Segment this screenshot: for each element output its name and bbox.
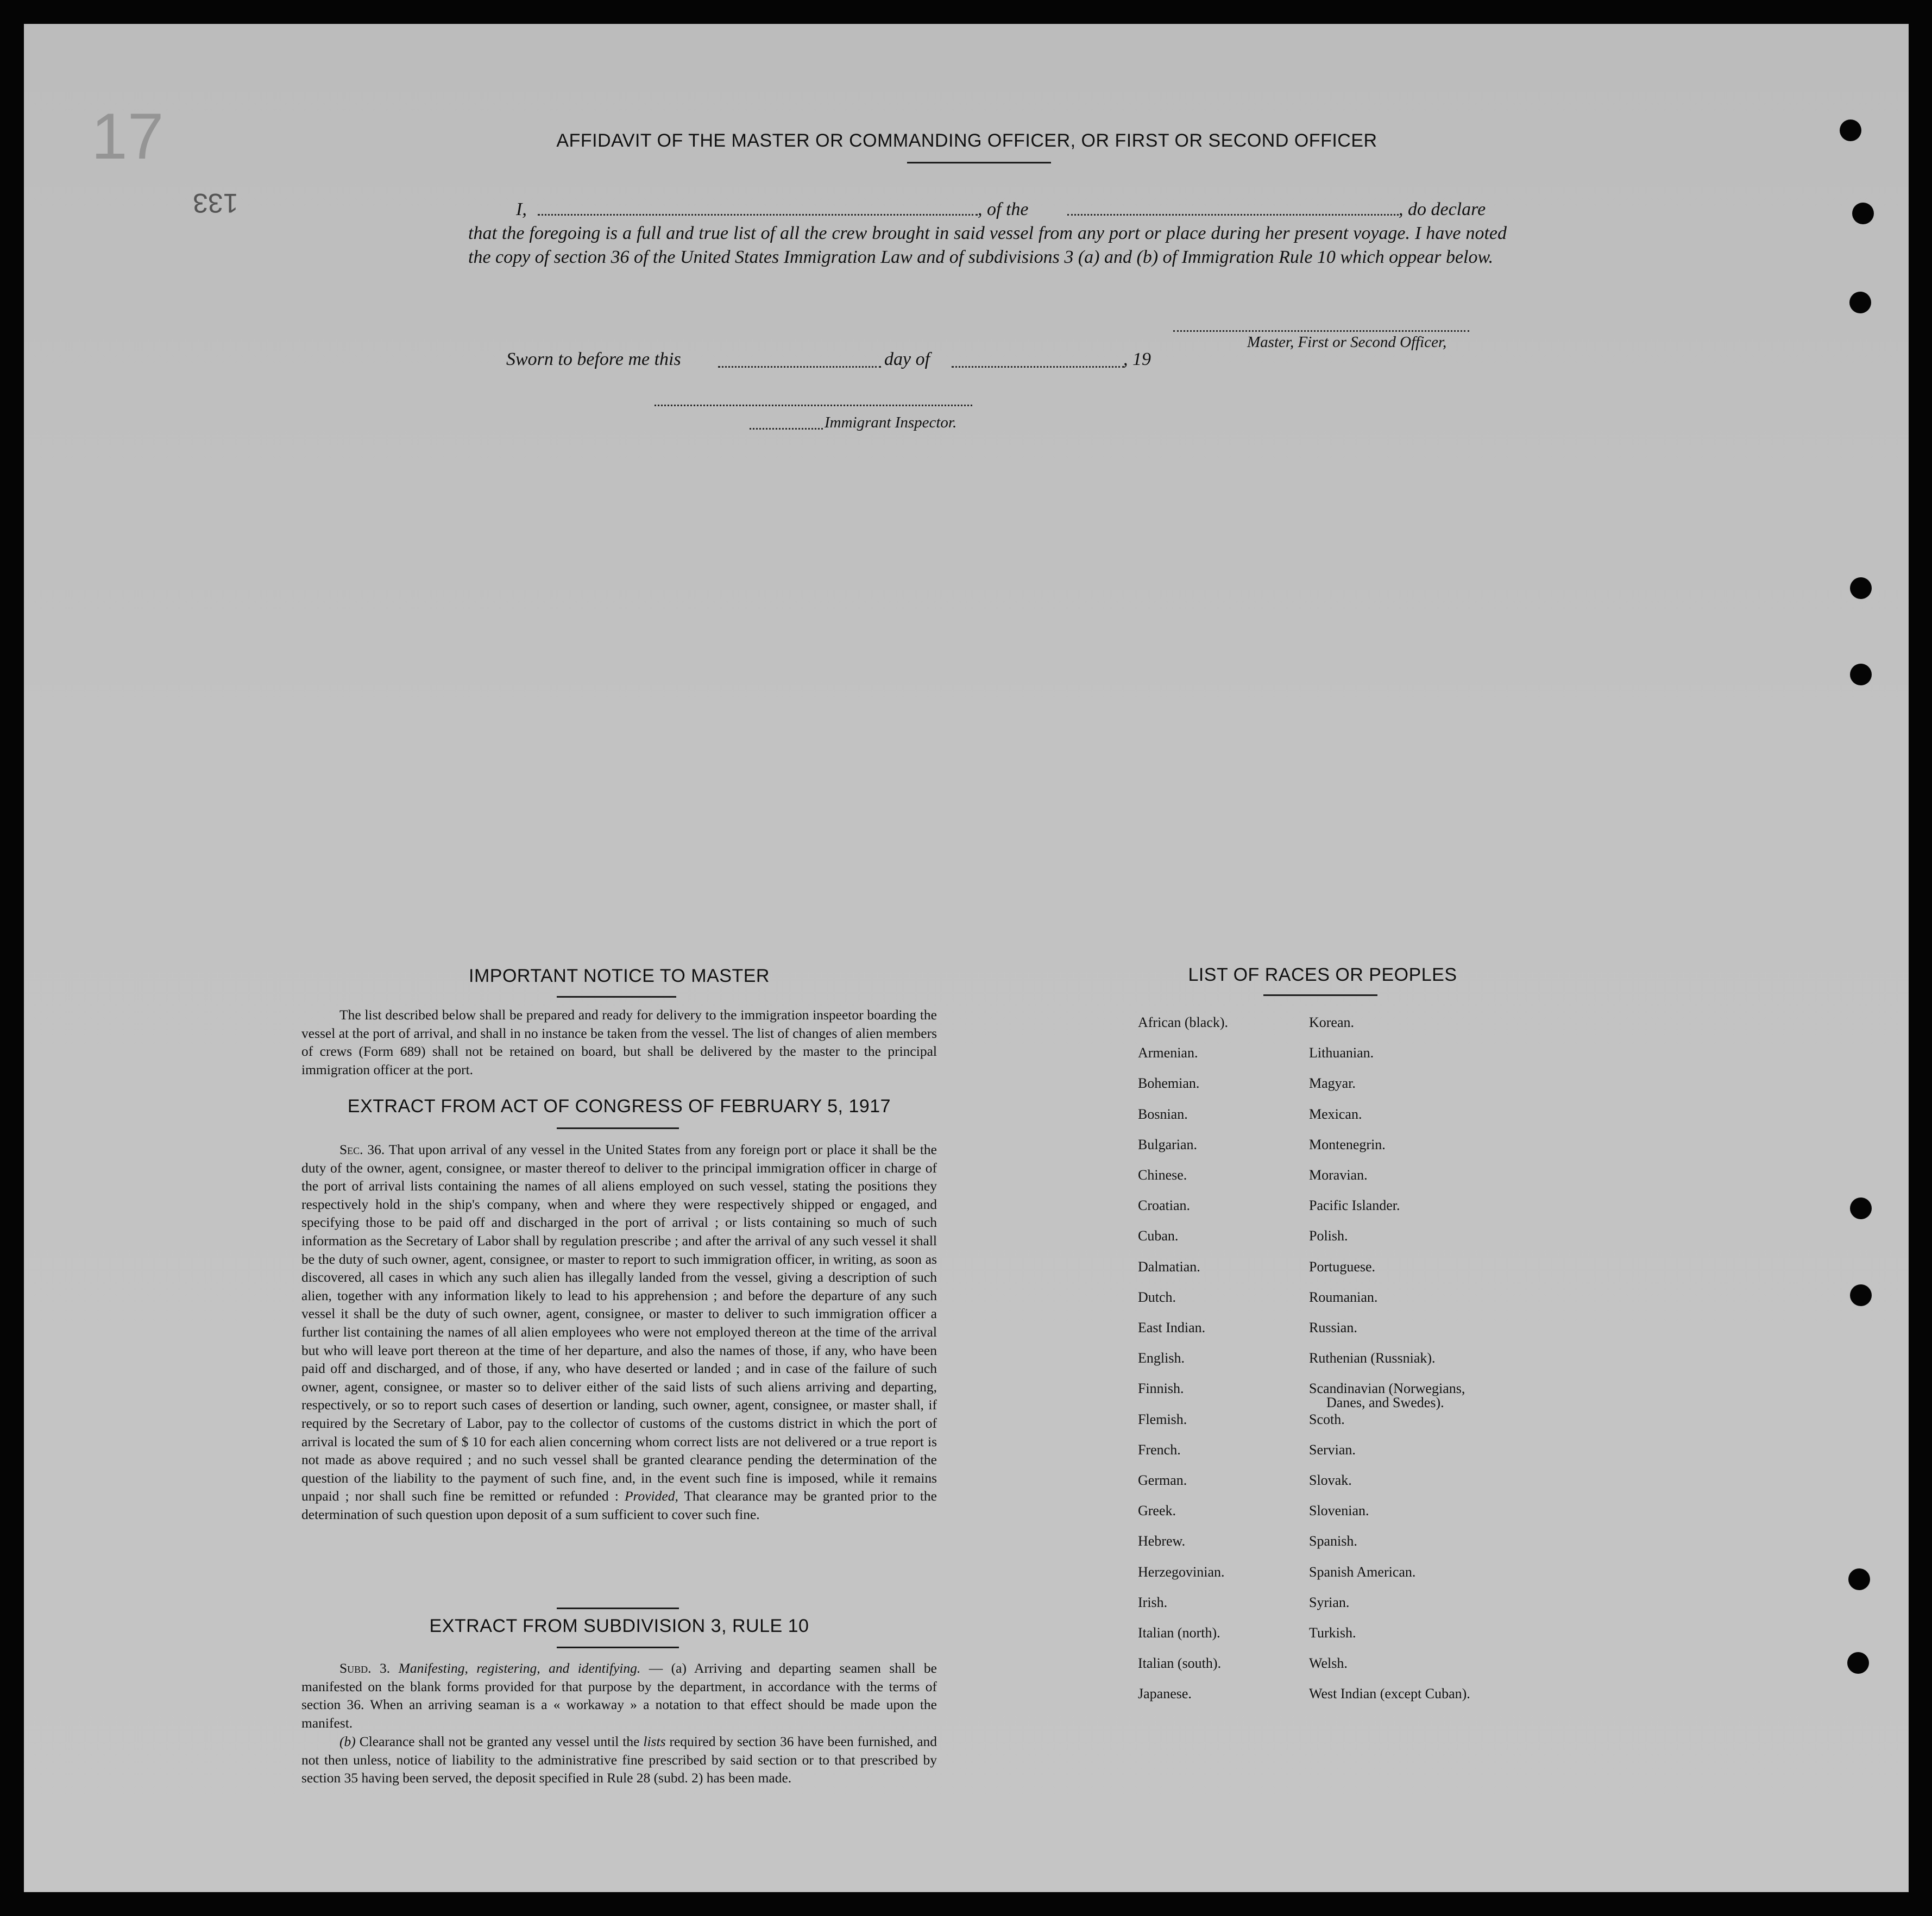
sworn-day-blank: [718, 366, 881, 368]
race-item: Mexican.: [1309, 1106, 1362, 1122]
race-item: Portuguese.: [1309, 1258, 1376, 1275]
race-item: Ruthenian (Russniak).: [1309, 1350, 1436, 1366]
subd-label: Subd. 3.: [339, 1660, 391, 1676]
race-item: Polish.: [1309, 1228, 1348, 1244]
race-item: Slovak.: [1309, 1472, 1352, 1488]
race-item: Moravian.: [1309, 1167, 1368, 1183]
race-item: Dalmatian.: [1138, 1258, 1200, 1275]
race-item: Servian.: [1309, 1441, 1356, 1458]
binder-hole: [1850, 1198, 1872, 1219]
race-item: Finnish.: [1138, 1381, 1184, 1397]
race-item: English.: [1138, 1350, 1185, 1366]
race-item: Greek.: [1138, 1503, 1176, 1519]
vessel-blank: [1067, 214, 1399, 216]
title-underline: [907, 162, 1051, 163]
binder-hole: [1840, 119, 1861, 141]
race-item: Bohemian.: [1138, 1075, 1200, 1092]
race-item: Italian (south).: [1138, 1655, 1222, 1672]
race-item: Roumanian.: [1309, 1289, 1378, 1305]
subd-heading: Manifesting, registering, and identifying.: [398, 1660, 641, 1676]
affidavit-title: AFFIDAVIT OF THE MASTER OR COMMANDING OFFICER, OR FIRST OR SECOND OFFICER: [556, 130, 1377, 151]
act-text: [301, 1140, 937, 1523]
race-item: German.: [1138, 1472, 1187, 1488]
binder-hole: [1850, 1284, 1872, 1306]
provided-word: Provided,: [624, 1488, 678, 1504]
race-item: Russian.: [1309, 1320, 1357, 1335]
a-text: Arriving and departing seamen shall be manifested on the blank forms provided for that purpose by the department, in accordance with the terms of section 36. When an arriving seaman is a « workaway » a notation to that effect should be made upon the manifest.: [301, 1660, 937, 1731]
race-item: Lithuanian.: [1309, 1045, 1374, 1061]
b-text-2: required by section 36 have been furnished, and not then unless, notice of liability to the administrative fine prescribed by said section or to that prescribed by section 35 having been served, the deposit specified in Rule 28 (subd. 2) has been made.: [301, 1734, 937, 1786]
race-item: Bulgarian.: [1138, 1136, 1198, 1152]
sworn-year: , 19: [1123, 349, 1151, 369]
race-item: French.: [1138, 1441, 1181, 1458]
race-item: Slovenian.: [1309, 1503, 1369, 1519]
binder-hole: [1848, 1568, 1870, 1590]
binder-hole: [1852, 203, 1874, 224]
race-item: Armenian.: [1138, 1045, 1198, 1061]
race-item: Korean.: [1309, 1014, 1355, 1030]
page-number-stamp: 133: [193, 188, 238, 218]
name-blank: [538, 214, 978, 216]
race-item: Spanish.: [1309, 1533, 1357, 1549]
race-item: Croatian.: [1138, 1198, 1191, 1214]
notice-text: The list described below shall be prepared and ready for delivery to the immigration inspeetor boarding the vessel at the port of arrival, and shall in no instance be taken from the vessel. The list of changes of alien members of crews (Form 689) shall not be retained on board, but shall be delivered by the master to the principal immigration officer at the port.: [301, 1007, 937, 1077]
act-body: That upon arrival of any vessel in the United States from any foreign port or place it shall be the duty of the owner, agent, consignee, or master thereof to deliver to the principal immigration officer in charge of the port of arrival lists containing the names of all aliens employed on such vessel, stating the positions they respectively hold in the ship's company, when and where they were respectively shipped or engaged, and specifying those to be paid off and discharged in the port of arrival ; or lists containing so much of such information as the Secretary of Labor shall by regulation prescribe ; and after the arrival of any such vessel it shall be the duty of such owner, agent, consignee, or master to report to such immigration officer, in writing, as soon as discovered, all cases in which any such alien has illegally landed from the vessel, giving a description of such alien, together with any information likely to lead to his apprehension ; and before the departure of any such vessel it shall be the duty of such owner, agent, consignee, or master to deliver to such immigration officer a further list containing the names of all alien employees who were not employed thereon at the time of the arrival but who will leave port thereon at the time of her departure, and also the names of those, if any, who have been paid off and discharged, and of those, if any, who have deserted or landed ; and in case of the failure of such owner, agent, consignee, or master so to deliver either of the said lists of such aliens arriving and departing, respectively, or so to report such cases of desertion or landing, such owner, agent, consignee, or master shall, if required by the Secretary of Labor, pay to the collector of customs of the customs district in which the port of arrival is located the sum of $ 10 for each alien concerning whom correct lists are not delivered or a true report is not made as above required ; and no such vessel shall be granted clearance pending the determination of the question of the liability to the payment of such fine, and, in the event such fine is imposed, while it remains unpaid ; nor shall such fine be remitted or refunded :: [301, 1142, 937, 1504]
race-item: Magyar.: [1309, 1075, 1356, 1092]
affidavit-i: I,: [516, 199, 527, 219]
race-item: Herzegovinian.: [1138, 1564, 1225, 1580]
sworn-prefix: Sworn to before me this: [506, 349, 681, 369]
notice-title: IMPORTANT NOTICE TO MASTER: [469, 966, 770, 986]
race-item: Turkish.: [1309, 1625, 1356, 1641]
b-lists: lists: [643, 1734, 666, 1749]
races-underline: [1263, 994, 1377, 996]
race-item: West Indian (except Cuban).: [1309, 1686, 1470, 1702]
race-item: Danes, and Swedes).: [1326, 1395, 1444, 1411]
race-item: Cuban.: [1138, 1228, 1179, 1244]
race-item: Welsh.: [1309, 1655, 1348, 1672]
race-item: Dutch.: [1138, 1289, 1176, 1305]
race-item: East Indian.: [1138, 1320, 1206, 1335]
binder-hole: [1847, 1652, 1869, 1674]
race-item: Spanish American.: [1309, 1564, 1416, 1580]
rule-a-text: [301, 1659, 937, 1732]
margin-handwritten-number: 17: [91, 100, 164, 173]
rule-b-text: [301, 1732, 937, 1787]
sworn-day-of: day of: [884, 349, 930, 369]
race-item: Japanese.: [1138, 1686, 1192, 1702]
binder-hole: [1850, 664, 1872, 685]
binder-hole: [1850, 577, 1872, 599]
race-item: Irish.: [1138, 1594, 1168, 1610]
signature-blank: [1173, 330, 1469, 332]
inspector-signature-blank: [655, 405, 972, 406]
race-item: Flemish.: [1138, 1411, 1187, 1427]
affidavit-body: that the foregoing is a full and true list of all the crew brought in said vessel from any port or place during her present voyage. I have noted the copy of section 36 of the United States Immigration Law and of subdivisions 3 (a) and (b) of Immigration Rule 10 which oppear below.: [468, 223, 1507, 267]
race-item: Italian (north).: [1138, 1625, 1220, 1641]
document-sheet: [24, 24, 1909, 1892]
affidavit-of-the: , of the: [978, 199, 1029, 219]
sworn-month-blank: [952, 366, 1124, 368]
inspector-lead-dots: [750, 428, 823, 430]
affidavit-declare: , do declare: [1399, 199, 1486, 219]
b-label: (b): [339, 1734, 356, 1749]
act-body-end: That clearance may be granted prior to the determination of such question upon deposit of a sum sufficient to cover such fine.: [301, 1488, 937, 1522]
race-item: Hebrew.: [1138, 1533, 1186, 1549]
race-item: Bosnian.: [1138, 1106, 1188, 1122]
inspector-label: Immigrant Inspector.: [825, 414, 957, 431]
race-item: Pacific Islander.: [1309, 1198, 1400, 1214]
rule-underline: [557, 1647, 679, 1648]
race-item: African (black).: [1138, 1014, 1229, 1030]
b-text-1: Clearance shall not be granted any vessel until the: [359, 1734, 640, 1749]
binder-hole: [1849, 292, 1871, 313]
race-item: Scandinavian (Norwegians,: [1309, 1381, 1465, 1397]
act-title: EXTRACT FROM ACT OF CONGRESS OF FEBRUARY 5, 1917: [347, 1096, 891, 1117]
signature-label: Master, First or Second Officer,: [1247, 333, 1447, 351]
race-item: Syrian.: [1309, 1594, 1350, 1610]
race-item: Scoth.: [1309, 1411, 1345, 1427]
act-end-rule: [557, 1608, 679, 1609]
notice-underline: [557, 996, 676, 998]
act-underline: [557, 1127, 679, 1129]
rule-title: EXTRACT FROM SUBDIVISION 3, RULE 10: [429, 1616, 809, 1636]
race-item: Montenegrin.: [1309, 1136, 1386, 1152]
a-label: — (a): [649, 1660, 687, 1676]
race-item: Chinese.: [1138, 1167, 1187, 1183]
sec-label: Sec. 36.: [339, 1142, 385, 1157]
races-title: LIST OF RACES OR PEOPLES: [1188, 965, 1457, 985]
